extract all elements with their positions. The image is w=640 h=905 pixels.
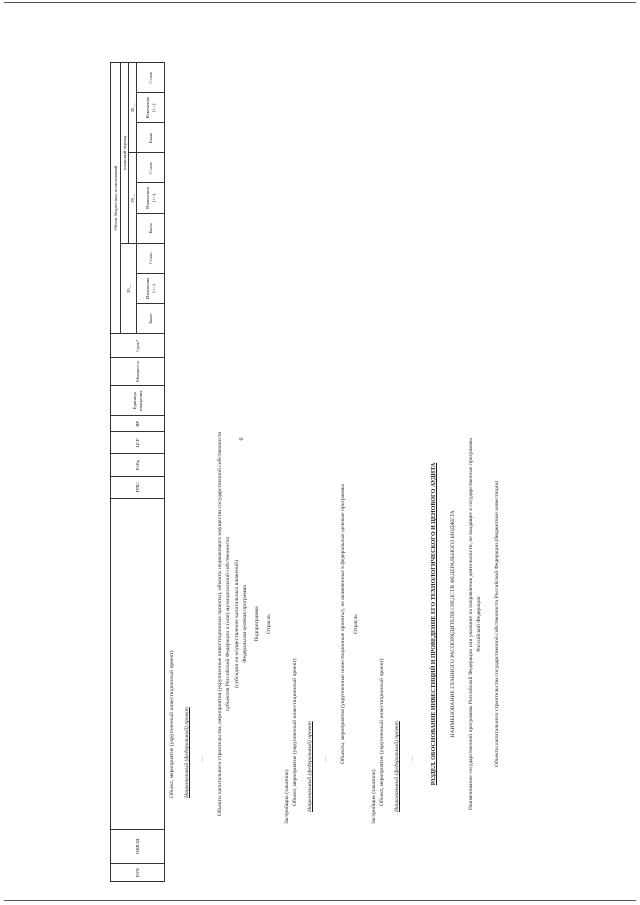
y2-was: Было [137,213,165,243]
developer-1: Застройщик (заказчик) [283,769,290,824]
budget-group-header: Объем бюджетных ассигнований [111,63,121,334]
y3-change: Изменения (+,-) [137,93,165,123]
scan-edge-top [4,2,636,3]
year-2-header: 20__ [129,153,137,243]
scan-edge-bottom [4,900,636,901]
national-project-2: Национальный (федеральный) проект [307,721,314,812]
grbs-header: ГРБС [111,476,165,498]
y1-became: Стало [137,243,165,273]
industry-2: Отрасль [352,614,359,634]
capital-objects-3: Объекты капитального строительства государственной собственности Российской Федерации (бюджетные инвестиции) [494,480,501,768]
rzprz-header: РзПр [111,454,165,476]
main-manager-heading: НАИМЕНОВАНИЕ ГЛАВНОГО РАСПОРЯДИТЕЛЯ СРЕДСТВ ФЕДЕРАЛЬНОГО БЮДЖЕТА [449,510,456,738]
form-body [168,424,501,824]
budget-table-header [110,62,165,882]
planning-period-header: плановый период [121,63,129,244]
okved-header: ОКВЭД [111,829,165,863]
national-project-3: Национальный (федеральный) проект [393,721,400,812]
landscape-form-sheet [110,62,630,882]
term-header: Срок* [111,334,165,358]
object-event-2: Объект, мероприятие (укрупненный инвестиционный проект) [292,658,299,806]
year-3-header: 20__ [129,63,137,153]
page-number: 6 [239,437,245,441]
y2-change: Изменения (+,-) [137,183,165,213]
capital-objects-1: Объекты капитального строительства, мероприятия (укрупненные инвестиционные проекты), объекты недвижимого имущества государственной собственности субъектов Российской Федерации и (или) муниципальной собственности [217,431,232,817]
ellipsis-1: … [199,755,206,762]
y2-became: Стало [137,153,165,183]
y3-was: Было [137,123,165,153]
capital-objects-2: Объекты, мероприятия (укрупненные инвестиционные проекты), не включенные в федеральные целевые программы [340,484,347,764]
name-header [111,498,165,829]
vr-header: ВР [111,416,165,432]
kbk-header: КУЕ [111,863,165,881]
ellipsis-3: … [408,755,415,762]
csr-header: ЦСР [111,432,165,454]
unit-header: Единица измерения [111,386,165,416]
gov-program-line: Наименование государственной программы Российской Федерации или указание на направление деятельности, не входящее в государственные программы Российской Федерации [467,438,482,810]
developer-2: Застройщик (заказчик) [370,769,377,824]
object-event-3: Объект, мероприятие (укрупненный инвестиционный проект) [378,658,385,806]
y1-change: Изменения (+,-) [137,273,165,303]
section-title: РАЗДЕЛ. ОБОСНОВАНИЕ ИНВЕСТИЦИЙ И ПРОВЕДЕНИЕ ЕГО ТЕХНОЛОГИЧЕСКОГО И ЦЕНОВОГО АУДИТА [431,462,438,786]
subsidies-note: (субсидии на осуществление капитальных вложений) [233,560,240,688]
capacity-header: Мощность [111,358,165,386]
industry-1: Отрасль [265,614,272,634]
federal-program: Федеральная целевая программа [241,585,248,663]
y1-was: Было [137,303,165,333]
y3-became: Стало [137,63,165,93]
subprogram: Подпрограмма [253,606,260,642]
year-1-header: 20__ [121,243,137,333]
ellipsis-2: … [322,755,329,762]
object-event-1: Объект, мероприятие (укрупненный инвестиционный проект) [169,650,175,798]
national-project-1: Национальный (федеральный) проект [184,707,191,798]
